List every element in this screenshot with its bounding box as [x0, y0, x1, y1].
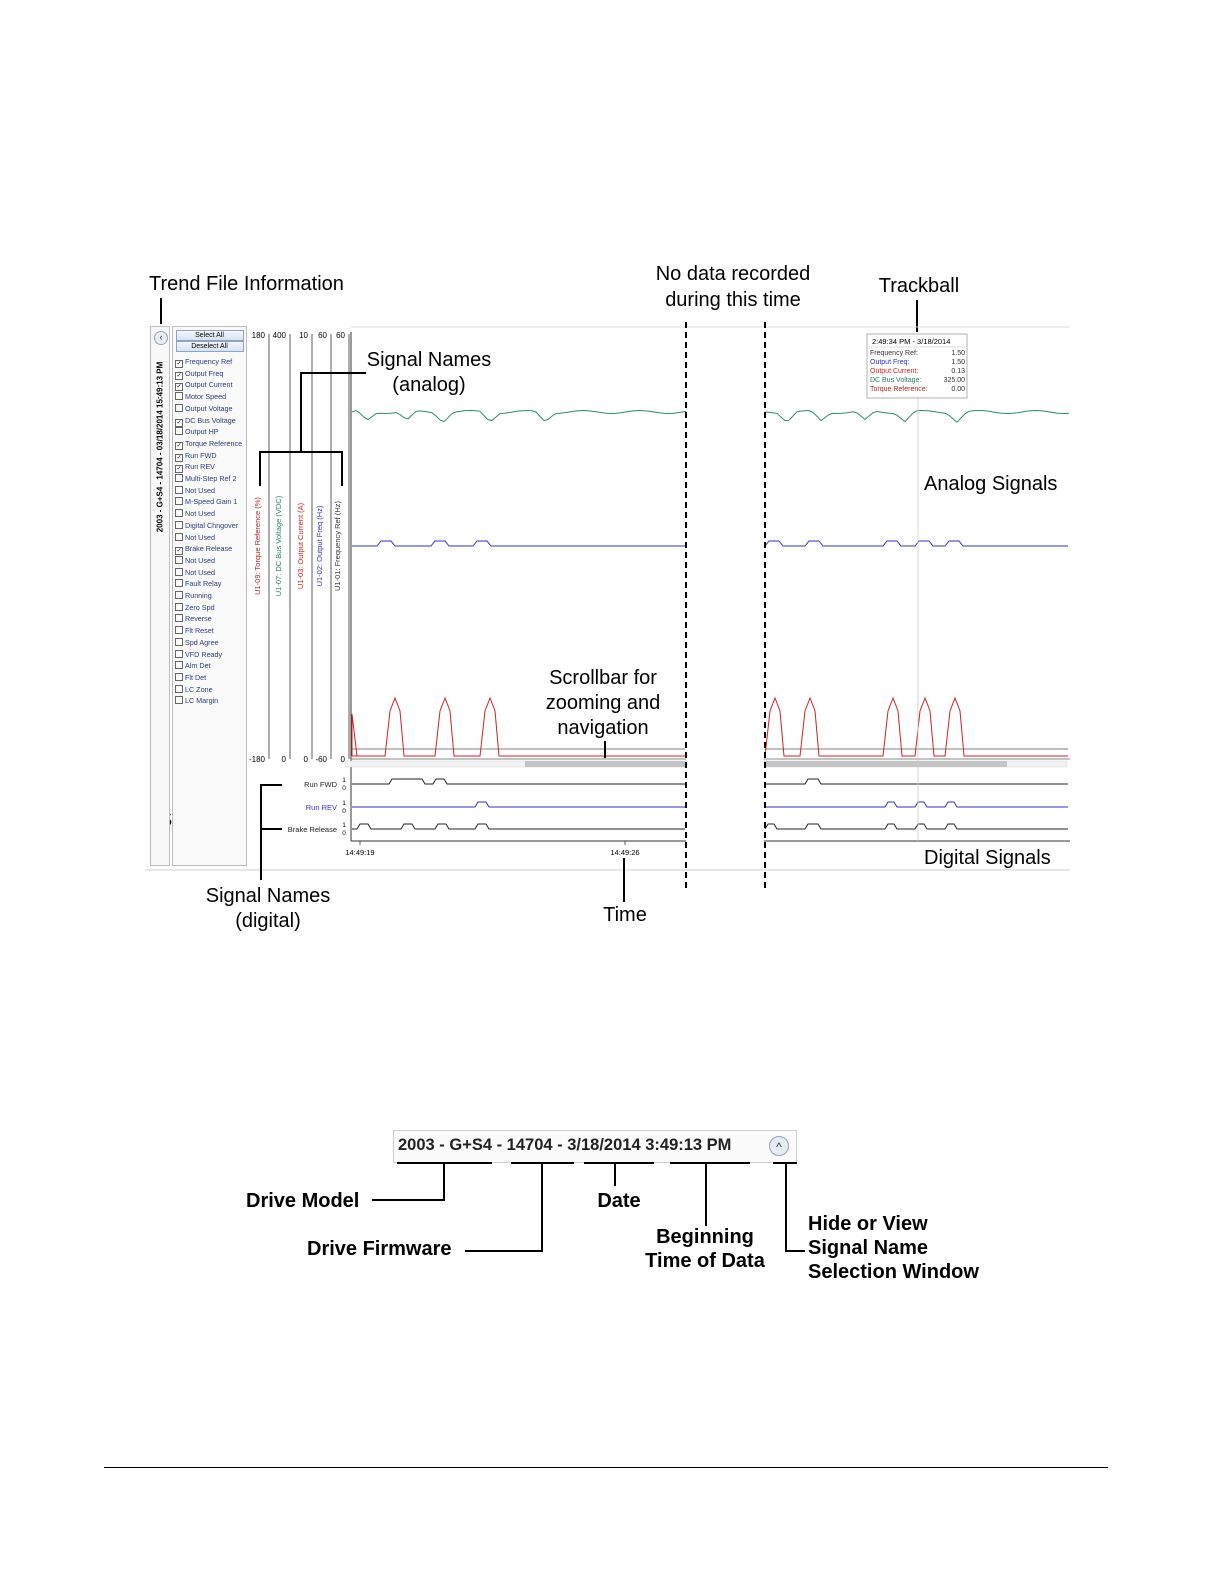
analog-axis-top-label: 10	[299, 331, 308, 340]
analog-axis-top-label: 180	[251, 331, 265, 340]
checkbox-checked-icon[interactable]: ✓	[176, 419, 182, 426]
signal-checkbox-label: LC Zone	[185, 684, 213, 694]
trackball-row-name: Torque Reference:	[870, 386, 928, 393]
checkbox-checked-icon[interactable]: ✓	[176, 361, 182, 367]
trackball-row-value: 325.00	[943, 377, 965, 384]
select-all-button[interactable]: Select All	[176, 330, 244, 341]
digital-high-label: 1	[342, 777, 346, 784]
signal-checkbox-label: DC Bus Voltage	[185, 415, 236, 425]
digital-low-label: 0	[342, 785, 346, 792]
checkbox-checked-icon[interactable]: ✓	[176, 384, 182, 391]
signal-checkbox-label: Not Used	[185, 567, 215, 577]
signal-checkbox-label: Digital Chngover	[185, 520, 239, 530]
trackball-row-name: Output Freq:	[870, 359, 910, 366]
label-beginning-line2: Time of Data	[645, 1250, 765, 1272]
analog-axis-top-label: 60	[318, 331, 327, 340]
callout-no-data-line2: during this time	[665, 289, 801, 311]
analog-signal-name: U1-02: Output Freq (Hz)	[315, 505, 324, 587]
analog-signal-name: U1-07: DC Bus Voltage (VDC)	[274, 495, 283, 597]
analog-axis-bottom-label: 0	[340, 755, 345, 764]
analog-signal-name: U1-09: Torque Reference (%)	[253, 497, 262, 595]
signal-checkbox-label: Not Used	[185, 532, 215, 542]
callout-scrollbar-line1: Scrollbar for	[549, 667, 657, 689]
checkbox-checked-icon[interactable]: ✓	[176, 442, 182, 449]
signal-checkbox-label: VFD Ready	[185, 649, 223, 659]
digital-high-label: 1	[342, 800, 346, 807]
callout-signal-names-digital-line2: (digital)	[235, 910, 301, 932]
trackball-row-value: 1.50	[951, 359, 965, 366]
segment-time	[670, 1162, 750, 1164]
signal-checkbox-label: Frequency Ref	[185, 357, 233, 366]
digital-signal-name: Brake Release	[287, 825, 337, 834]
signal-checkbox-label: Multi-Step Ref 2	[185, 474, 237, 483]
trend-file-title: 2003 - G+S4 - 14704 - 03/18/2014 15:49:13 PM	[155, 361, 165, 533]
label-date: Date	[597, 1190, 641, 1212]
callout-time: Time	[603, 904, 647, 926]
signal-checkbox-label: M-Speed Gain 1	[185, 497, 238, 507]
deselect-all-button[interactable]: Deselect All	[176, 341, 244, 352]
analog-axis-bottom-label: -60	[315, 755, 327, 764]
callout-signal-names-digital-line1: Signal Names	[205, 885, 331, 907]
signal-checkbox-label: Not Used	[185, 485, 215, 495]
trackball-row-name: Output Current:	[870, 368, 919, 375]
callout-analog-signals: Analog Signals	[924, 473, 1058, 495]
signal-checkbox-label: Torque Reference	[185, 438, 243, 448]
trend-header-bar	[393, 1130, 797, 1163]
analog-axis-bottom-label: -180	[248, 755, 265, 764]
signal-checkbox-label: Motor Speed	[185, 392, 227, 402]
signal-checkbox-label: Output Current	[185, 380, 233, 390]
signal-checkbox-label: Not Used	[185, 509, 215, 519]
digital-low-label: 0	[342, 808, 346, 815]
footer-rule	[104, 1467, 1108, 1468]
callout-no-data-line1: No data recorded	[655, 263, 811, 285]
label-hide-view-line1: Hide or View	[808, 1213, 928, 1235]
digital-signal-name: Run FWD	[304, 780, 337, 789]
signal-checkbox-label: Spd Agree	[185, 637, 219, 647]
signal-checkbox-label: Output HP	[185, 427, 219, 437]
signal-checkbox-label: Run FWD	[185, 450, 217, 460]
signal-checkbox-label: Flt Reset	[185, 626, 214, 636]
callout-signal-names-analog-line1: Signal Names	[366, 349, 492, 371]
trackball-row-name: DC Bus Voltage:	[870, 377, 922, 384]
label-hide-view-line3: Selection Window	[808, 1261, 979, 1283]
checkbox-checked-icon[interactable]: ✓	[176, 454, 182, 461]
time-tick-label: 14:49:26	[610, 848, 640, 857]
signal-checkbox-label: Fault Relay	[185, 579, 222, 589]
toggle-selection-window-icon[interactable]: ^	[769, 1136, 789, 1156]
signal-checkbox-label: Flt Det	[185, 672, 207, 682]
signal-checkbox-label: LC Margin	[185, 696, 219, 706]
signal-checkbox-label: Run REV	[185, 462, 215, 472]
callout-scrollbar-line2: zooming and	[545, 692, 661, 714]
trackball-row-value: 0.13	[951, 368, 965, 375]
analog-signal-name: U1-03: Output Current (A)	[296, 502, 305, 590]
callout-signal-names-analog-line2: (analog)	[392, 374, 466, 396]
segment-date	[584, 1162, 654, 1164]
signal-checkbox-label: Not Used	[185, 555, 215, 565]
checkbox-checked-icon[interactable]: ✓	[176, 372, 182, 379]
signal-checkbox-label: Running	[185, 591, 212, 600]
digital-signal-name: Run REV	[305, 803, 337, 812]
signal-checkbox-label: Zero Spd	[185, 602, 215, 612]
signal-checkbox-label: Output Voltage	[185, 403, 233, 413]
callout-trackball: Trackball	[878, 275, 960, 297]
callout-digital-signals: Digital Signals	[924, 847, 1051, 869]
trackball-row-value: 0.00	[951, 386, 965, 393]
trend-header-text: 2003 - G+S4 - 14704 - 3/18/2014 3:49:13 PM	[398, 1136, 732, 1154]
analog-axis-bottom-label: 0	[303, 755, 308, 764]
label-drive-model: Drive Model	[246, 1190, 360, 1212]
analog-axis-bottom-label: 0	[281, 755, 286, 764]
trackball-row-value: 1.50	[951, 350, 965, 357]
signal-checkbox-label: Brake Release	[185, 544, 233, 554]
checkbox-checked-icon[interactable]: ✓	[176, 548, 182, 555]
analog-axis-top-label: 400	[272, 331, 286, 340]
label-drive-firmware: Drive Firmware	[307, 1238, 452, 1260]
callout-trend-file-information: Trend File Information	[149, 273, 344, 295]
collapse-panel-icon[interactable]: ‹	[154, 331, 168, 345]
signal-checkbox-label: Output Freq	[185, 368, 224, 378]
signal-checkbox-label: Reverse	[185, 614, 212, 624]
callout-scrollbar-line3: navigation	[557, 717, 649, 739]
checkbox-checked-icon[interactable]: ✓	[176, 466, 182, 473]
signal-checkbox-label: Alm Det	[185, 661, 211, 671]
trackball-header: 2:49:34 PM - 3/18/2014	[872, 337, 951, 346]
label-hide-view-line2: Signal Name	[808, 1237, 929, 1259]
digital-high-label: 1	[342, 822, 346, 829]
trackball-row-name: Frequency Ref:	[870, 350, 918, 357]
analog-signal-name: U1-01: Frequency Ref (Hz)	[333, 500, 342, 592]
digital-low-label: 0	[342, 830, 346, 837]
label-beginning-line1: Beginning	[656, 1226, 754, 1248]
time-tick-label: 14:49:19	[345, 848, 375, 857]
analog-axis-top-label: 60	[336, 331, 345, 340]
